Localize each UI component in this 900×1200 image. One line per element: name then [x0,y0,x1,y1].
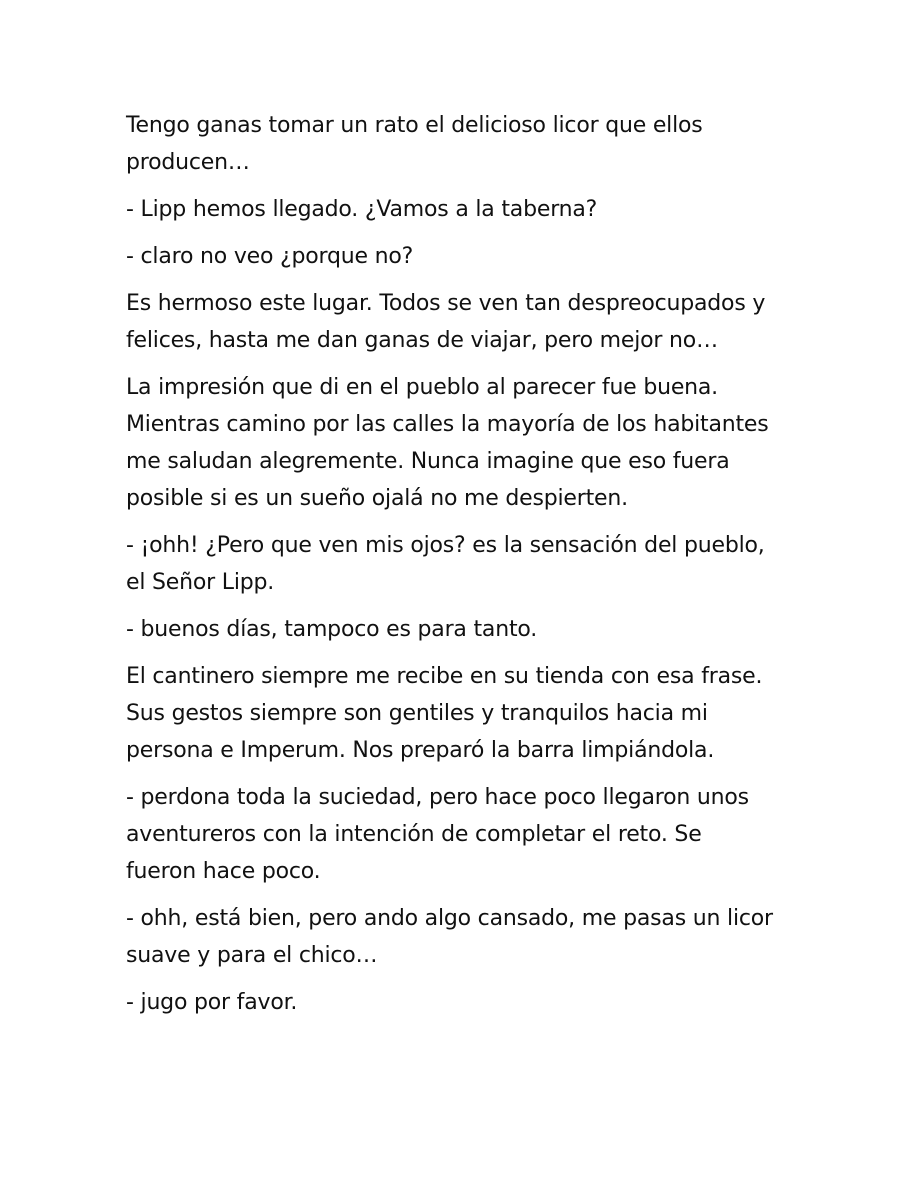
paragraph: Es hermoso este lugar. Todos se ven tan despreocupados y felices, hasta me dan ganas de viajar, pero mejor no… [126,291,766,353]
dialogue-line: - ohh, está bien, pero ando algo cansado, me pasas un licor suave y para el chico… [126,906,773,968]
dialogue-line: - claro no veo ¿porque no? [126,244,414,269]
paragraph: La impresión que di en el pueblo al parecer fue buena. Mientras camino por las calles la mayoría de los habitantes me saludan alegremente. Nunca imagine que eso fuera posible si es un sueño ojalá no me despierten. [126,375,769,511]
dialogue-line: - buenos días, tampoco es para tanto. [126,617,538,642]
dialogue-line: - Lipp hemos llegado. ¿Vamos a la taberna? [126,197,598,222]
paragraph: Tengo ganas tomar un rato el delicioso licor que ellos producen… [126,113,703,175]
dialogue-line: - perdona toda la suciedad, pero hace poco llegaron unos aventureros con la intención de completar el reto. Se fueron hace poco. [126,785,749,884]
dialogue-line: - ¡ohh! ¿Pero que ven mis ojos? es la sensación del pueblo, el Señor Lipp. [126,533,765,595]
dialogue-line: - jugo por favor. [126,990,298,1015]
document-page [126,107,776,1031]
paragraph: El cantinero siempre me recibe en su tienda con esa frase. Sus gestos siempre son gentiles y tranquilos hacia mi persona e Imperum. Nos preparó la barra limpiándola. [126,664,763,763]
